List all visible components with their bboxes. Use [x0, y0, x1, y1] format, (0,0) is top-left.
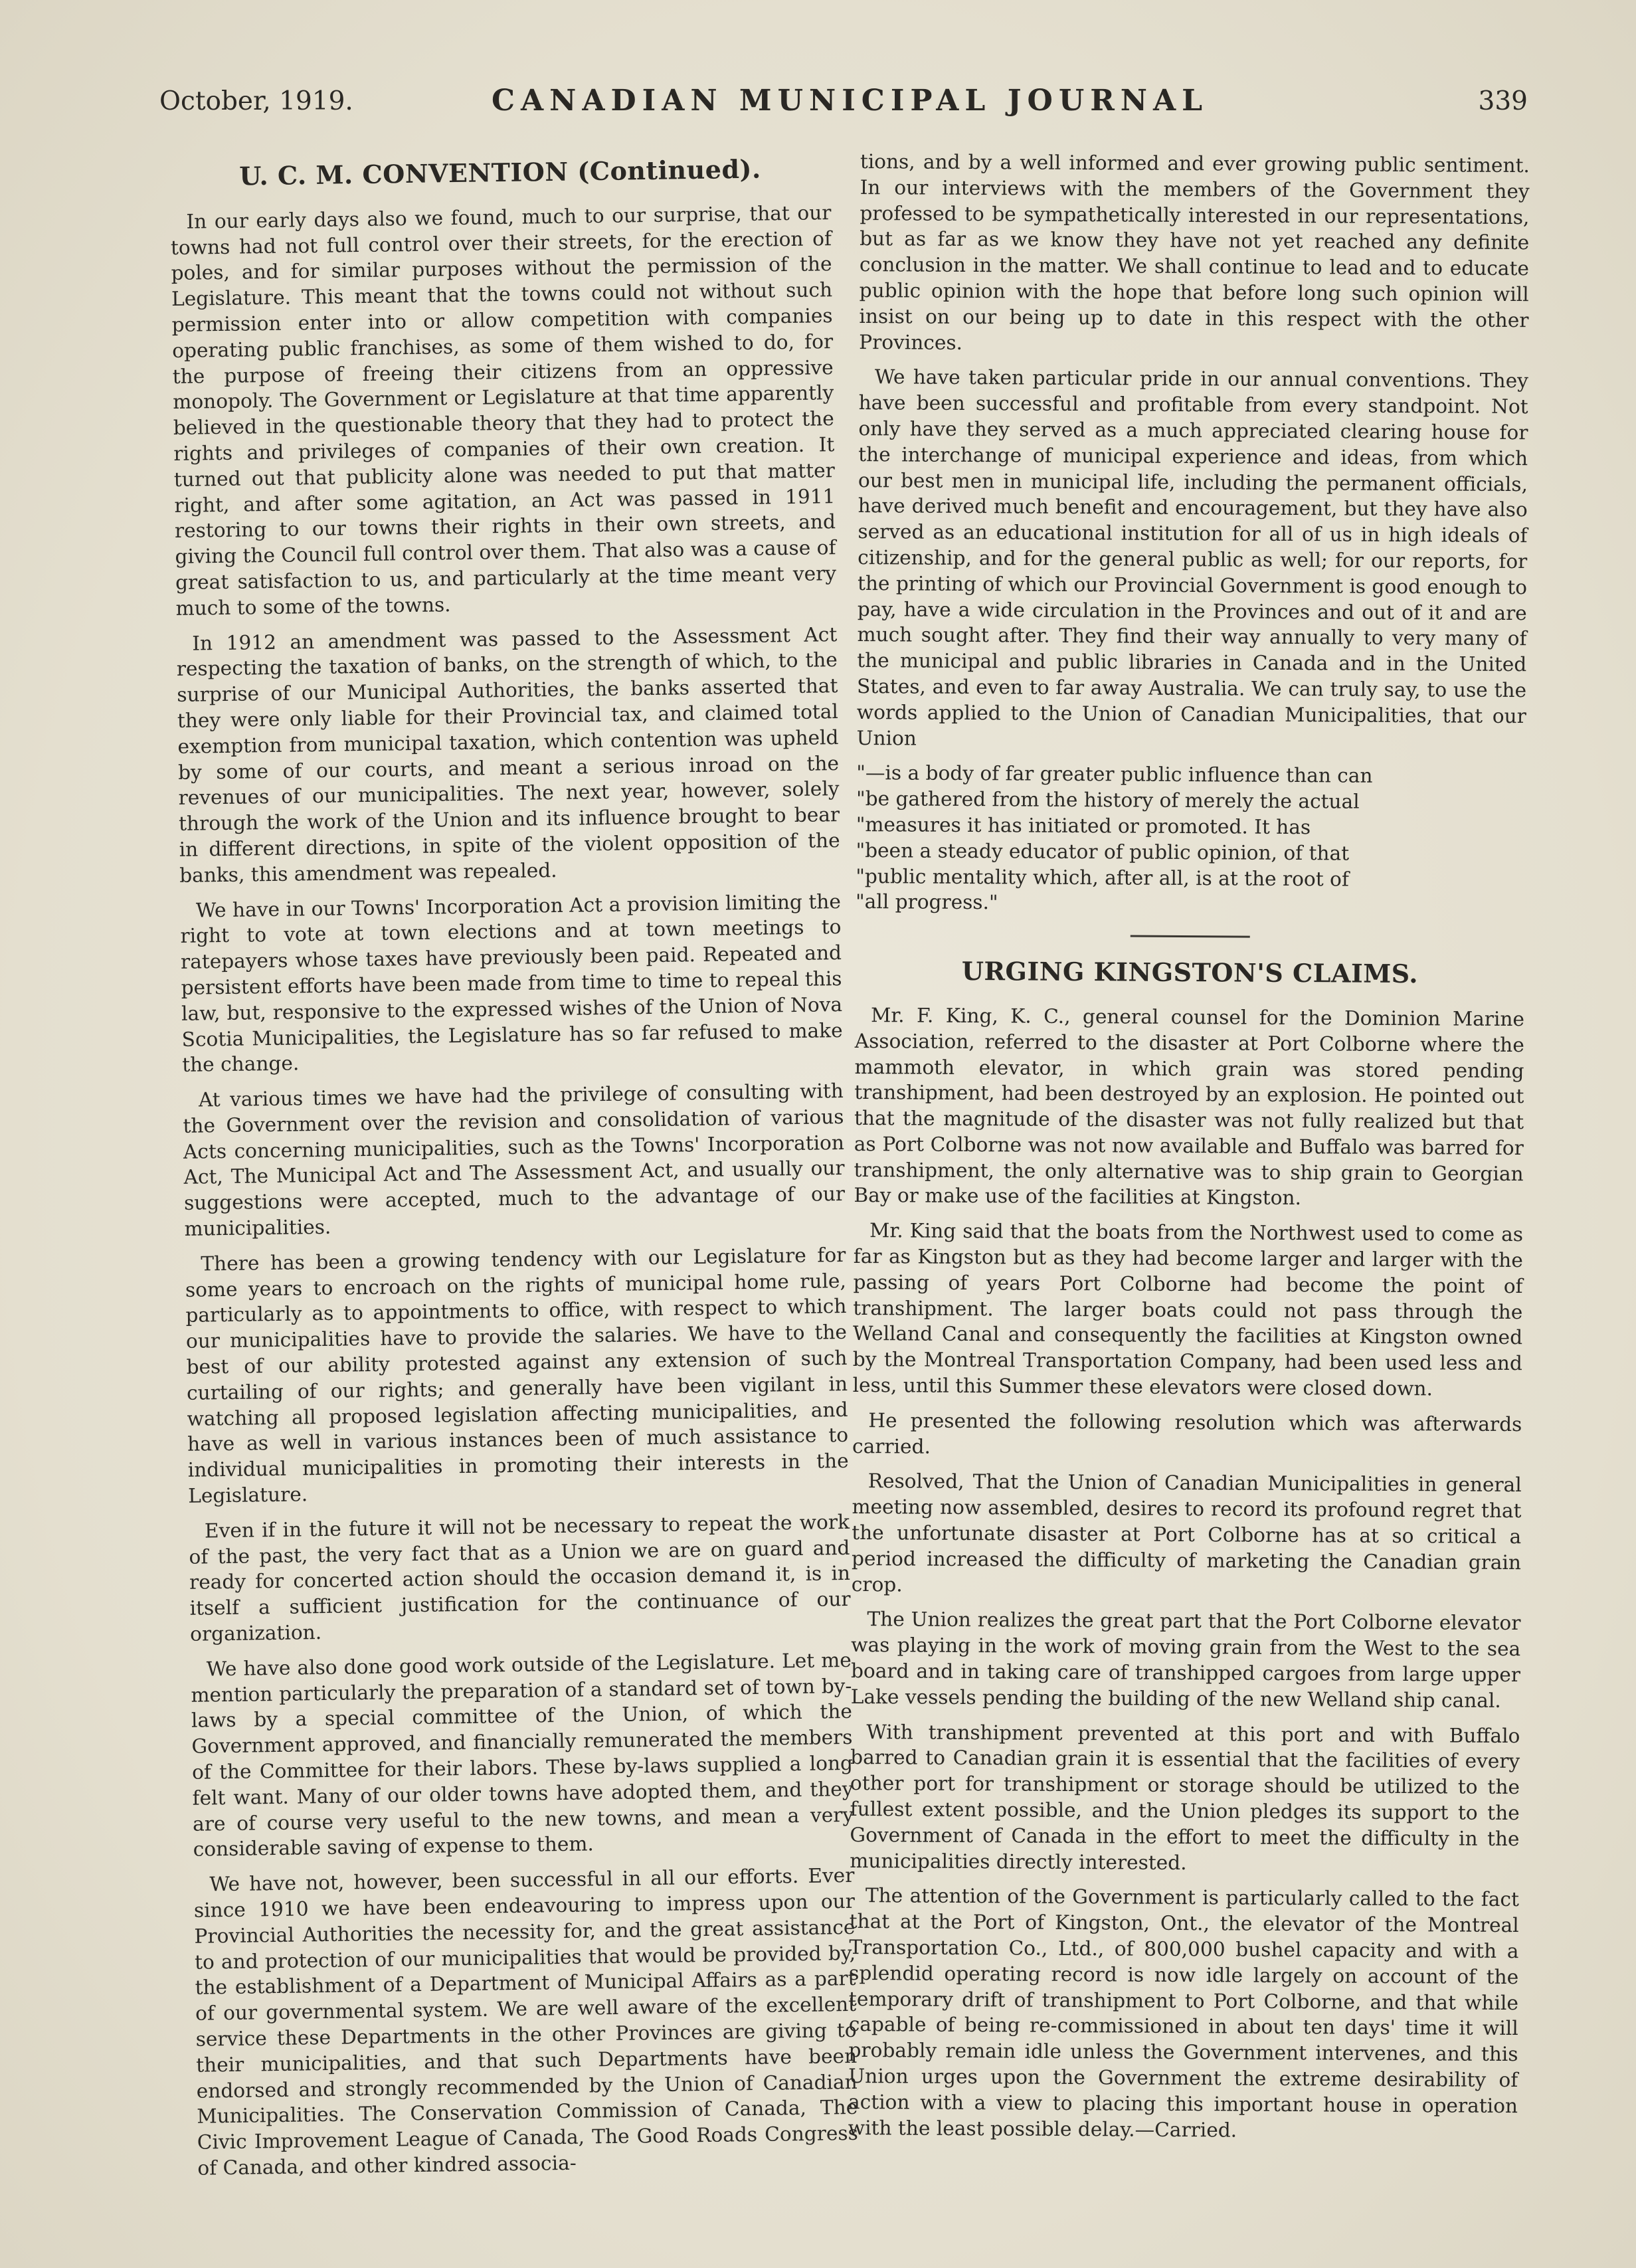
paragraph: The attention of the Government is particularly called to the fact that at the Port of Kingston, Ont., the elevator of the Montreal Transportation Co., Ltd., of 800,000 bushel capacity and with a splendid operating record is now idle largely on account of the temporary drift of transhipment to Port Colborne, and that while capable of being re-commissioned in about ten days' time it will probably remain idle unless the Government intervenes, and this Union urges upon the Government the extreme desirability of action with a view to placing this important house in operation with the least possible delay.—Carried.	[848, 1884, 1520, 2142]
quote-line: "public mentality which, after all, is at the root of	[856, 864, 1349, 891]
paragraph-continued: tions, and by a well informed and ever growing public sentiment. In our interviews with the members of the Government they professed to be sympathetically interested in our representations, but as far as we know they have not yet reached any definite conclusion in the matter. We shall continue to lead and to educate public opinion with the hope that before long such opinion will insist on our being up to date in this respect with the other Provinces.	[859, 149, 1530, 354]
paragraph: Even if in the future it will not be necessary to repeat the work of the past, the very fact that as a Union we are on guard and ready for concerted action should the occasion demand it, is in itself a sufficient justification for the continuance of our organization.	[189, 1510, 851, 1646]
paragraph: Mr. F. King, K. C., general counsel for the Dominion Marine Association, referred to the disaster at Port Colborne where the mammoth elevator, in which grain was stored pending transhipment, had been destroyed by an explosion. He pointed out that the magnitude of the disaster was not fully realized but that as Port Colborne was not now available and Buffalo was barred for transhipment, the only alternative was to ship grain to Georgian Bay or make use of the facilities at Kingston.	[854, 1004, 1525, 1210]
paragraph: In 1912 an amendment was passed to the Assessment Act respecting the taxation of banks, on the strength of which, to the surprise of our Municipal Authorities, the banks asserted that they were only liable for their Provincial tax, and claimed total exemption from municipal taxation, which contention was upheld by some of our courts, and meant a serious inroad on the revenues of our municipalities. The next year, however, solely through the work of the Union and its influence brought to bear in different directions, in spite of the violent opposition of the banks, this amendment was repealed.	[176, 622, 840, 887]
paragraph: Mr. King said that the boats from the Northwest used to come as far as Kingston but as they had become larger and larger with the passing of years Port Colborne had become the point of transhipment. The larger boats could not pass through the Welland Canal and consequently the facilities at Kingston owned by the Montreal Transportation Company, had been used less and less, until this Summer these elevators were closed down.	[852, 1219, 1524, 1400]
right-column	[848, 149, 1530, 2154]
paragraph: With transhipment prevented at this port and with Buffalo barred to Canadian grain it is essential that the facilities of every other port for transhipment or storage should be utilized to the fullest extent possible, and the Union pledges its support to the Government of Canada in the effort to meet the difficulty in the municipalities directly interested.	[850, 1720, 1520, 1874]
paragraph: There has been a growing tendency with our Legislature for some years to encroach on the rights of municipal home rule, particularly as to appointments to office, with respect to which our municipalities have to provide the salaries. We have to the best of our ability protested against any extension of such curtailing of our rights; and generally have been vigilant in watching all proposed legislation affecting municipalities, and have as well in various instances been of much assistance to individual municipalities in promoting their interests in the Legislature.	[185, 1243, 849, 1507]
section-divider	[1131, 935, 1250, 938]
issue-date: October, 1919.	[159, 86, 353, 116]
paragraph: We have also done good work outside of the Legislature. Let me mention particularly the preparation of a standard set of town by-laws by a special committee of the Union, of which the Government approved, and financially remunerated the members of the Committee for their labors. These by-laws supplied a long felt want. Many of our older towns have adopted them, and they are of course very useful to the new towns, and mean a very considerable saving of expense to them.	[191, 1648, 854, 1861]
paragraph: We have taken particular pride in our annual conventions. They have been successful and profitable from every standpoint. Not only have they served as a much appreciated clearing house for the interchange of municipal experience and ideas, from which our best men in municipal life, including the permanent officials, have derived much benefit and encouragement, but they have also served as an educational institution for all of us in high ideals of citizenship, and for the general public as well; for our reports, for the printing of which our Provincial Government is good enough to pay, have a wide circulation in the Provinces and out of it and are much sought after. They find their way annually to very many of the municipal and public libraries in Canada and in the United States, and even to far away Australia. We can truly say, to use the words applied to the Union of Canadian Municipalities, that our Union	[856, 365, 1528, 750]
paragraph: At various times we have had the privilege of consulting with the Government over the revision and consolidation of various Acts concerning municipalities, such as the Towns' Incorporation Act, The Municipal Act and The Assessment Act, and usually our suggestions were accepted, much to the advantage of our municipalities.	[183, 1080, 846, 1240]
article-headline-convention: U. C. M. CONVENTION (Continued).	[238, 153, 761, 191]
quote-line: "be gathered from the history of merely the actual	[856, 787, 1360, 813]
paragraph: In our early days also we found, much to our surprise, that our towns had not full control over their streets, for the erection of poles, and for similar purposes without the permission of the Legislature. This meant that the towns could not without such permission enter into or allow competition with companies operating public franchises, as some of them wished to do, for the purpose of freeing their citizens from an oppressive monopoly. The Government or Legislature at that time apparently believed in the questionable theory that they had to protect the rights and privileges of companies of their own creation. It turned out that publicity alone was needed to put that matter right, and after some agitation, an Act was passed in 1911 restoring to our towns their rights in their own streets, and giving the Council full control over them. That also was a cause of great satisfaction to us, and particularly at the time meant very much to some of the towns.	[170, 201, 837, 620]
page-number: 339	[1478, 86, 1528, 116]
paragraph: He presented the following resolution which was afterwards carried.	[852, 1408, 1522, 1458]
running-head	[159, 86, 1528, 126]
quote-line: "measures it has initiated or promoted. It has	[856, 812, 1311, 839]
block-quote	[856, 760, 1526, 919]
quote-line: "been a steady educator of public opinion, of that	[856, 838, 1350, 865]
paragraph: We have not, however, been successful in all our efforts. Ever since 1910 we have been endeavouring to impress upon our Provincial Authorities the necessity for, and the great assistance to and protection of our municipalities that would be provided by, the establishment of a Department of Municipal Affairs as a part of our governmental system. We are well aware of the excellent service these Departments in the other Provinces are giving to their municipalities, and that such Departments have been endorsed and strongly recommended by the Union of Canadian Municipalities. The Conservation Commission of Canada, The Civic Improvement League of Canada, The Good Roads Congress of Canada, and other kindred associa-	[193, 1864, 858, 2180]
quote-line: "—is a body of far greater public influence than can	[856, 761, 1373, 788]
paragraph: We have in our Towns' Incorporation Act a provision limiting the right to vote at town elections and at town meetings to ratepayers whose taxes have previously been paid. Repeated and persistent efforts have been made from time to time to repeal this law, but, responsive to the expressed wishes of the Union of Nova Scotia Municipalities, the Legislature has so far refused to make the change.	[180, 890, 843, 1077]
left-column	[169, 142, 859, 2190]
paragraph: The Union realizes the great part that the Port Colborne elevator was playing in the work of moving grain from the West to the sea board and in taking care of transhipped cargoes from large upper Lake vessels pending the building of the new Welland ship canal.	[850, 1608, 1521, 1712]
paragraph: Resolved, That the Union of Canadian Municipalities in general meeting now assembled, desires to record its profound regret that the unfortunate disaster at Port Colborne has at so critical a period increased the difficulty of marketing the Canadian grain crop.	[851, 1469, 1522, 1596]
quote-line: "all progress."	[855, 890, 998, 914]
article-headline-kingston: URGING KINGSTON'S CLAIMS.	[961, 956, 1419, 989]
journal-title: CANADIAN MUNICIPAL JOURNAL	[492, 84, 1209, 118]
